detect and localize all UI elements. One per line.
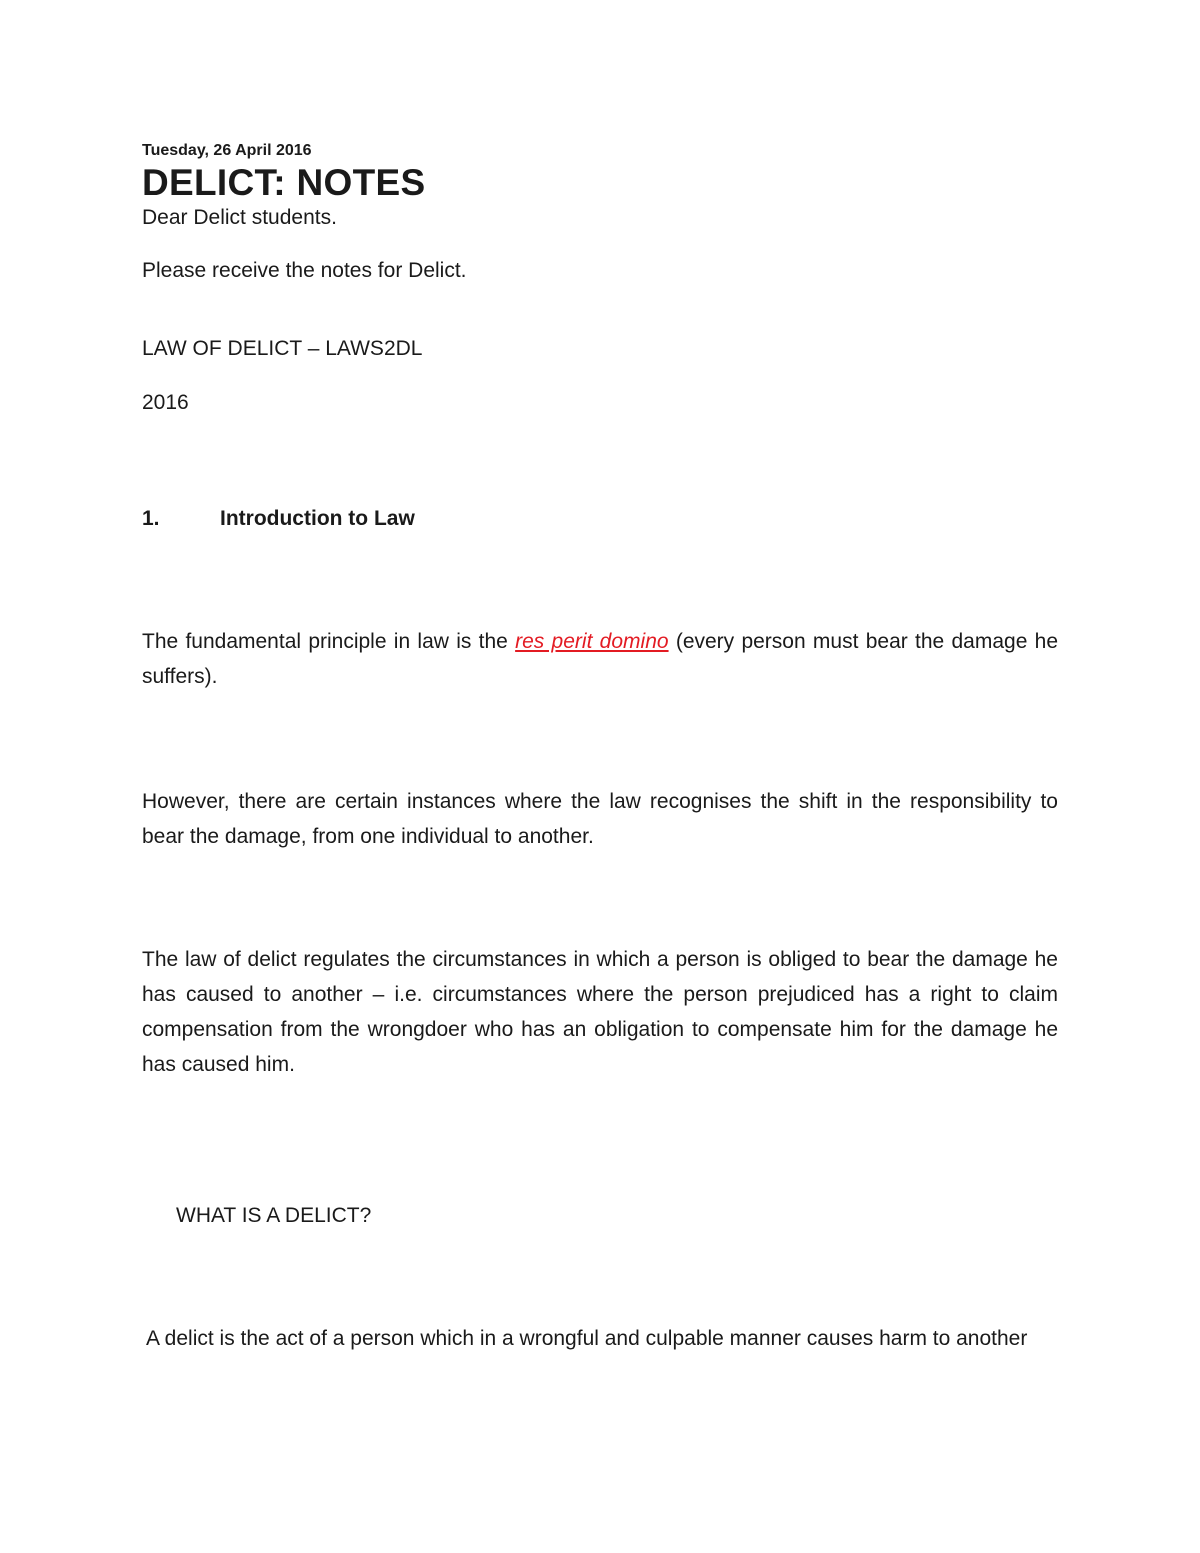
latin-term-res-perit-domino: res perit domino bbox=[515, 630, 669, 653]
section-title: Introduction to Law bbox=[220, 507, 415, 530]
section-heading bbox=[142, 505, 415, 533]
paragraph-definition: A delict is the act of a person which in a wrongful and culpable manner causes harm to another bbox=[146, 1327, 1028, 1350]
intro-line: Please receive the notes for Delict. bbox=[142, 259, 467, 282]
section-number: 1. bbox=[142, 507, 160, 530]
paragraph-text: (every person must bear the damage he suffers). bbox=[142, 630, 1059, 688]
paragraph-fundamental-principle bbox=[142, 624, 1058, 694]
greeting: Dear Delict students. bbox=[142, 206, 337, 229]
document-title: DELICT: NOTES bbox=[142, 162, 426, 203]
course-code: LAW OF DELICT – LAWS2DL bbox=[142, 337, 423, 360]
paragraph-shift-responsibility: However, there are certain instances where the law recognises the shift in the responsibility to bear the damage, from one individual to another. bbox=[142, 790, 1058, 848]
document-date: Tuesday, 26 April 2016 bbox=[142, 142, 312, 159]
course-year: 2016 bbox=[142, 391, 189, 414]
paragraph-law-of-delict: The law of delict regulates the circumstances in which a person is obliged to bear the damage he has caused to another – i.e. circumstances where the person prejudiced has a right to claim compensation from the wrongdoer who has an obligation to compensate him for the damage he has caused him. bbox=[142, 948, 1058, 1076]
paragraph-text: The fundamental principle in law is the bbox=[142, 630, 516, 653]
subheading-what-is-delict: WHAT IS A DELICT? bbox=[176, 1204, 372, 1227]
